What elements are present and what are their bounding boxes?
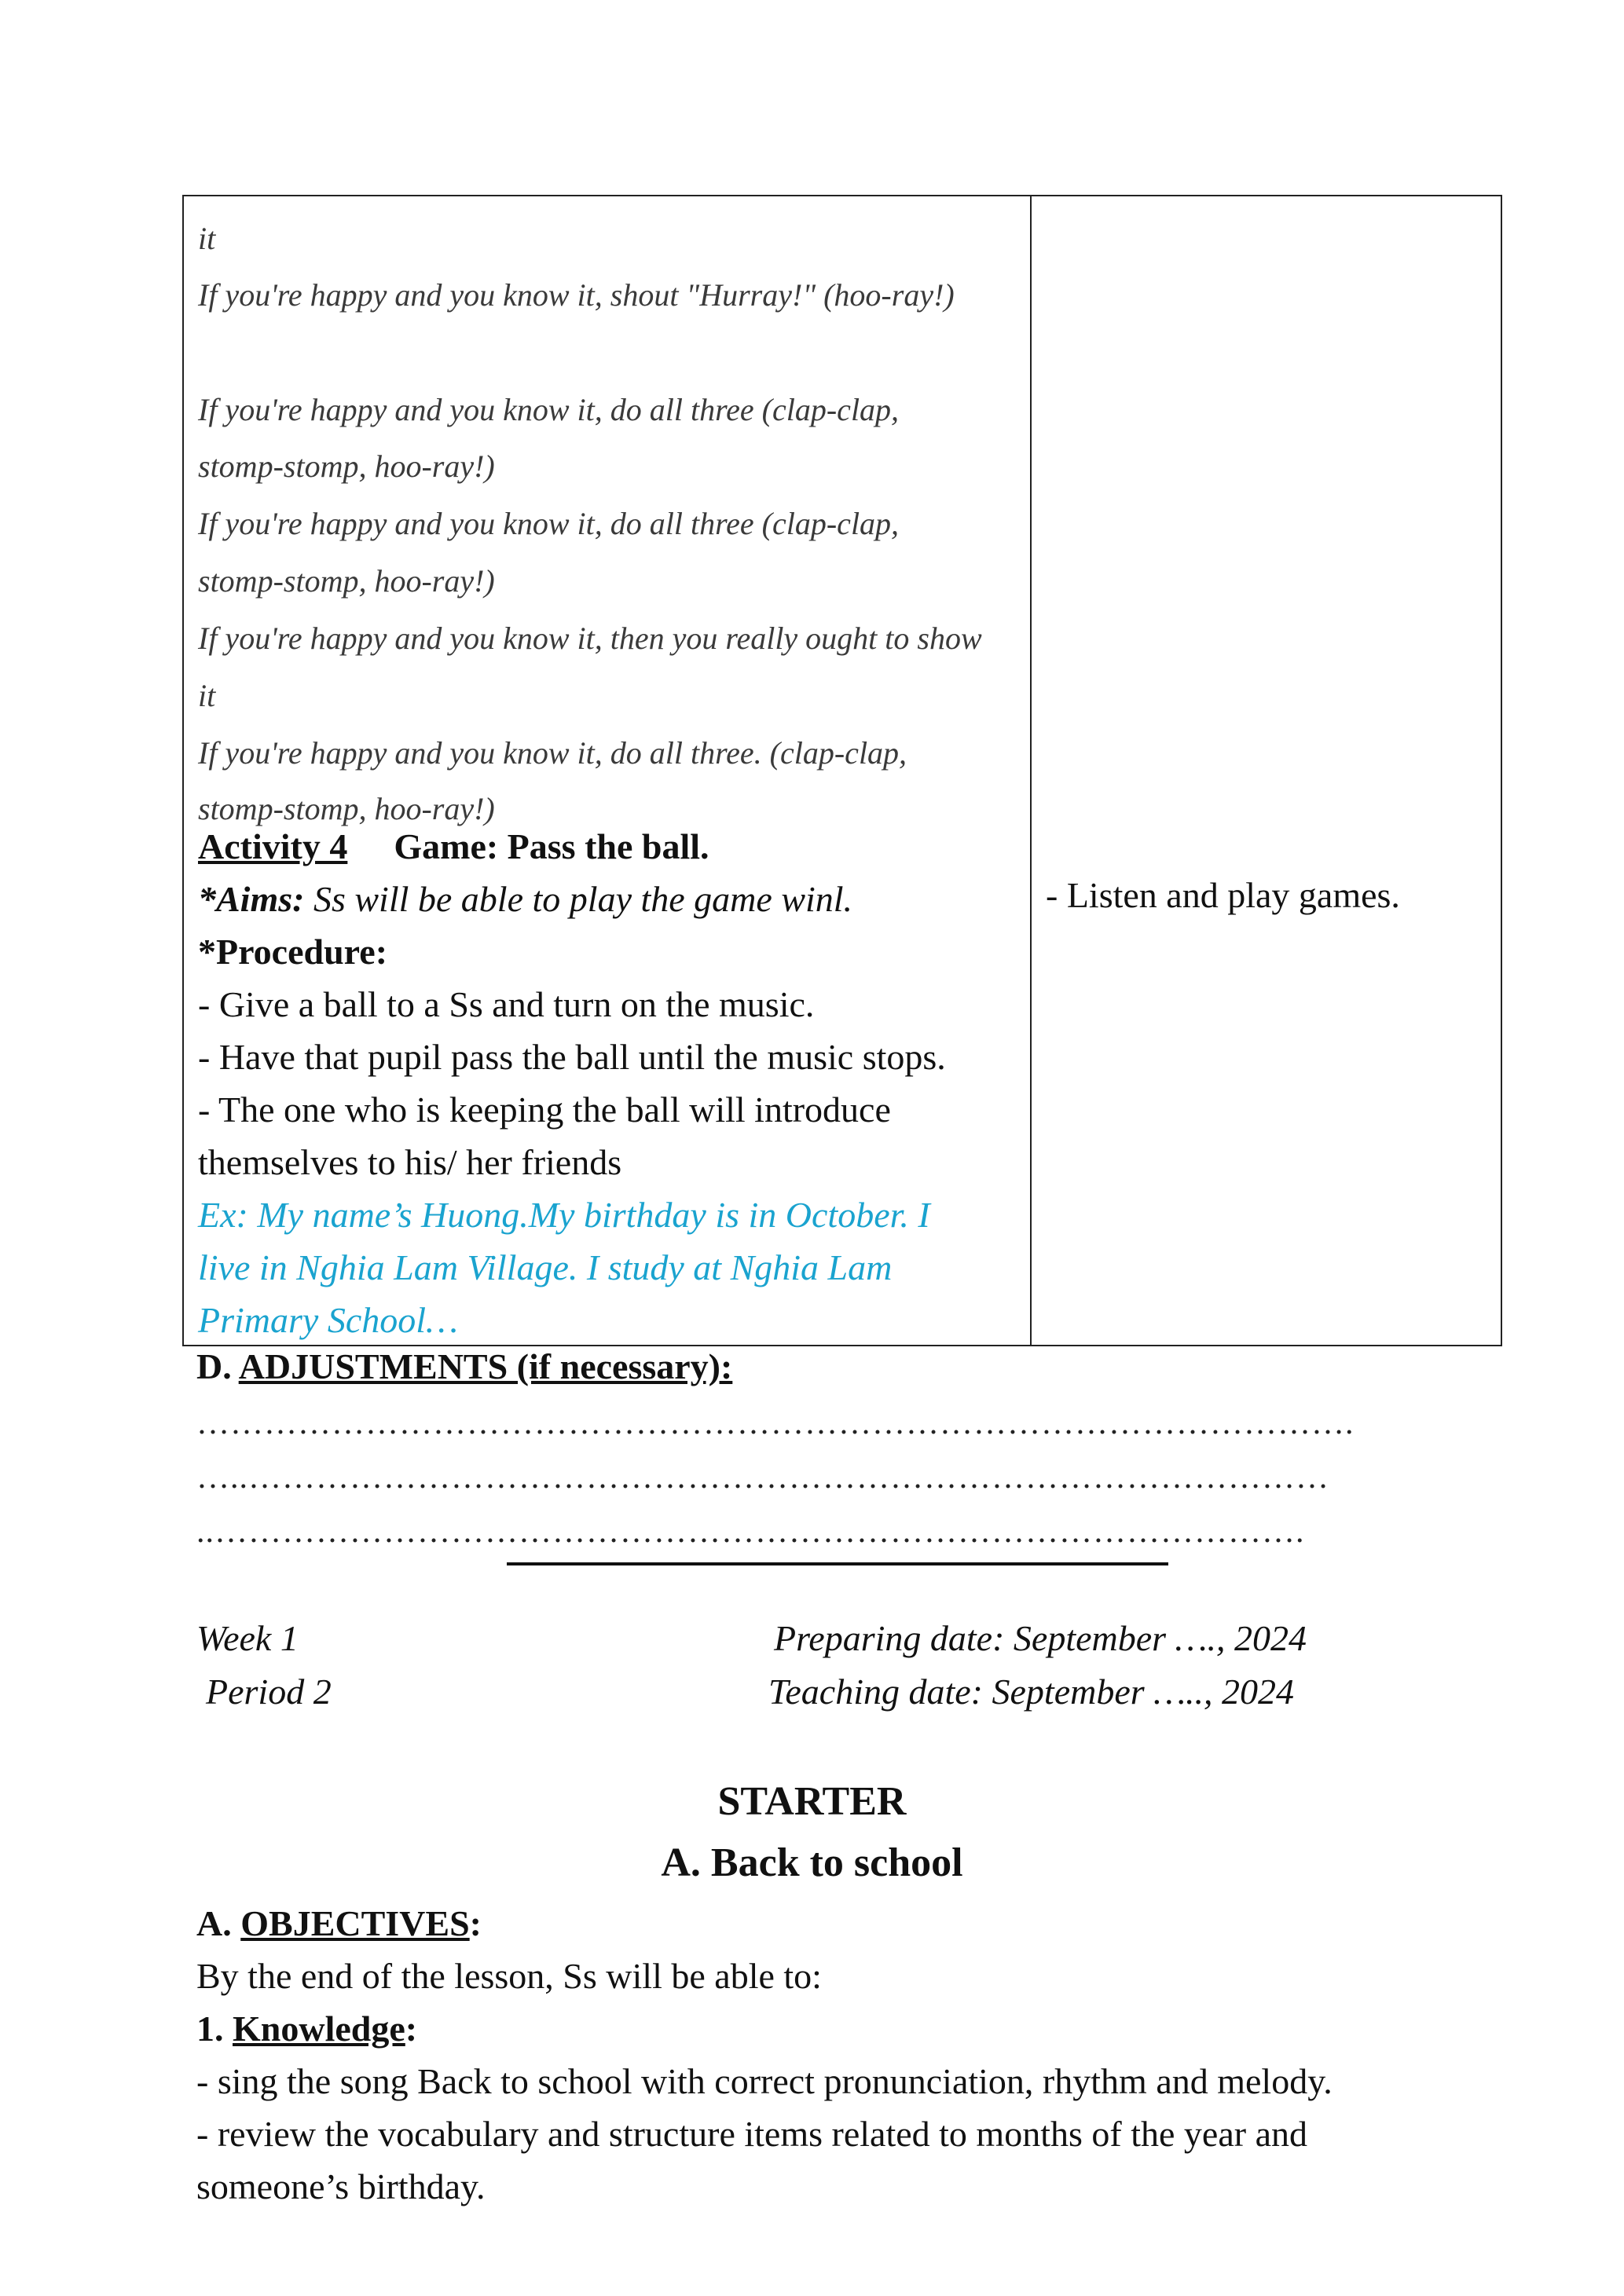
teacher-activities-column (184, 196, 1032, 1345)
period-label: Period 2 (206, 1672, 332, 1712)
song-lyric-line: If you're happy and you know it, do all three (clap-clap, (198, 392, 900, 427)
section-separator (507, 1562, 1168, 1565)
adjustments-dotted-line: ..……………………………………………………………………………………. (196, 1514, 1305, 1550)
objectives-colon: : (469, 1903, 482, 1943)
adjustments-prefix: D. (196, 1346, 239, 1386)
activity-title: Game: Pass the ball. (394, 826, 709, 866)
example-line: Primary School… (198, 1300, 458, 1340)
activity-heading (198, 825, 709, 869)
activity-label: Activity 4 (198, 826, 348, 866)
adjustments-title: ADJUSTMENTS (if necessary): (238, 1346, 733, 1386)
procedure-step: - The one who is keeping the ball will introduce (198, 1089, 891, 1130)
adjustments-dotted-line: …..…………………………………………………………………………………… (196, 1459, 1329, 1496)
aims-label: *Aims: (198, 879, 305, 919)
teaching-date: Teaching date: September ….., 2024 (768, 1672, 1295, 1712)
knowledge-title: Knowledge (233, 2009, 405, 2049)
song-lyric-line: stomp-stomp, hoo-ray!) (198, 563, 495, 599)
objectives-title: OBJECTIVES (240, 1903, 470, 1943)
procedure-step: - Give a ball to a Ss and turn on the music. (198, 984, 815, 1024)
song-lyric-line: If you're happy and you know it, shout "Hurray!" (hoo-ray!) (198, 277, 955, 313)
song-lyric-line: stomp-stomp, hoo-ray!) (198, 449, 495, 484)
aims-text: Ss will be able to play the game winl. (304, 879, 853, 919)
song-lyric-line: it (198, 221, 216, 256)
lesson-table (182, 195, 1502, 1346)
week-label: Week 1 (196, 1618, 299, 1658)
lesson-subtitle: A. Back to school (661, 1840, 963, 1885)
procedure-step: themselves to his/ her friends (198, 1142, 622, 1182)
adjustments-dotted-line: …………………………………………………………………………………………. (196, 1405, 1355, 1441)
student-activities-column (1032, 196, 1501, 1345)
adjustments-heading (196, 1345, 732, 1389)
song-lyric-line: If you're happy and you know it, then you really ought to show (198, 621, 982, 656)
knowledge-item: - sing the song Back to school with correct pronunciation, rhythm and melody. (196, 2061, 1333, 2101)
objectives-prefix: A. (196, 1903, 241, 1943)
knowledge-heading (196, 2007, 417, 2051)
procedure-step: - Have that pupil pass the ball until the music stops. (198, 1037, 946, 1077)
song-lyric-line: stomp-stomp, hoo-ray!) (198, 791, 495, 826)
song-lyric-line: If you're happy and you know it, do all three (clap-clap, (198, 506, 900, 541)
song-lyric-line: If you're happy and you know it, do all three. (clap-clap, (198, 735, 907, 771)
knowledge-colon: : (405, 2009, 418, 2049)
knowledge-prefix: 1. (196, 2009, 233, 2049)
objectives-heading (196, 1902, 482, 1946)
preparing-date: Preparing date: September …., 2024 (774, 1618, 1307, 1658)
student-activity-text: - Listen and play games. (1046, 875, 1400, 915)
procedure-label: *Procedure: (198, 932, 388, 972)
song-lyric-line: it (198, 678, 216, 713)
knowledge-item: - review the vocabulary and structure items related to months of the year and (196, 2114, 1307, 2154)
knowledge-item: someone’s birthday. (196, 2166, 486, 2206)
example-line: Ex: My name’s Huong.My birthday is in October. I (198, 1195, 930, 1235)
objectives-intro: By the end of the lesson, Ss will be able to: (196, 1956, 822, 1996)
activity-aims (198, 877, 852, 921)
lesson-title: STARTER (717, 1779, 907, 1824)
example-line: live in Nghia Lam Village. I study at Nghia Lam (198, 1247, 893, 1287)
